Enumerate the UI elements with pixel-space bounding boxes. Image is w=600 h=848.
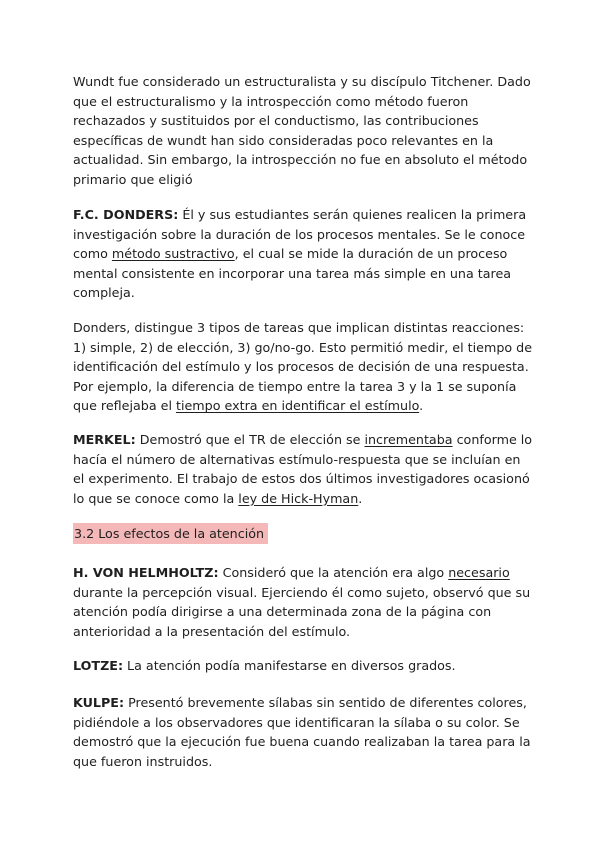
text: . xyxy=(358,490,363,506)
paragraph-lotze xyxy=(73,656,533,676)
paragraph-text: Wundt fue considerado un estructuralista y su discípulo Titchener. Dado que el estructuralismo y la introspección como método fueron rechazados y sustituidos por el conductismo, las contribuciones específicas de wundt han sido consideradas poco relevantes en la actualidad. Sin embargo, la introspección no fue en absoluto el método primario que eligió xyxy=(73,74,531,187)
name-merkel: MERKEL: xyxy=(73,432,136,447)
name-kulpe: KULPE: xyxy=(73,695,125,710)
paragraph-wundt xyxy=(73,72,533,190)
text: Presentó brevemente sílabas sin sentido de diferentes colores, pidiéndole a los observadores que identificaran la sílaba o su color. Se demostró que la ejecución fue buena cuando realizaban la tarea para la que fueron instruidos. xyxy=(73,695,531,769)
text: Donders, distingue 3 tipos de tareas que implican distintas reacciones: 1) simple, 2) de elección, 3) go/no-go. Esto permitió medir, el tiempo de identificación del estímulo y los procesos de decisión de una respuesta. Por ejemplo, la diferencia de tiempo entre la tarea 3 y la 1 se suponía que reflejaba el xyxy=(73,320,533,414)
name-donders: F.C. DONDERS: xyxy=(73,207,179,222)
text: Consideró que la atención era algo xyxy=(218,565,449,580)
paragraph-merkel xyxy=(73,430,533,508)
text: Demostró que el TR de elección se xyxy=(135,432,365,447)
text: Él y sus estudiantes serán quienes realicen la primera investigación sobre la duración de los procesos mentales. Se le conoce como xyxy=(73,207,527,262)
paragraph-donders-tasks xyxy=(73,318,533,416)
paragraph-donders xyxy=(73,205,533,303)
paragraph-helmholtz xyxy=(73,563,533,641)
paragraph-kulpe xyxy=(73,693,533,771)
text: durante la percepción visual. Ejerciendo él como sujeto, observó que su atención podía dirigirse a una determinada zona de la página con anterioridad a la presentación del estímulo. xyxy=(73,584,531,639)
text: . xyxy=(419,398,424,414)
text: La atención podía manifestarse en diversos grados. xyxy=(123,658,456,673)
name-helmholtz: H. VON HELMHOLTZ: xyxy=(73,565,219,580)
section-heading: 3.2 Los efectos de la atención xyxy=(73,523,268,544)
text: conforme lo hacía el número de alternativas estímulo-respuesta que se incluían en el experimento. El trabajo de estos dos últimos investigadores ocasionó lo que se conoce como la xyxy=(73,432,533,506)
text: , el cual se mide la duración de un proceso mental consistente en incorporar una tarea más simple en una tarea compleja. xyxy=(73,246,512,301)
underlined-term: ley de Hick-Hyman xyxy=(238,490,359,506)
underlined-term: necesario xyxy=(448,565,510,580)
underlined-term: método sustractivo xyxy=(111,246,235,262)
name-lotze: LOTZE: xyxy=(73,658,124,673)
underlined-term: tiempo extra en identificar el estímulo xyxy=(176,398,420,414)
underlined-term: incrementaba xyxy=(364,432,453,447)
